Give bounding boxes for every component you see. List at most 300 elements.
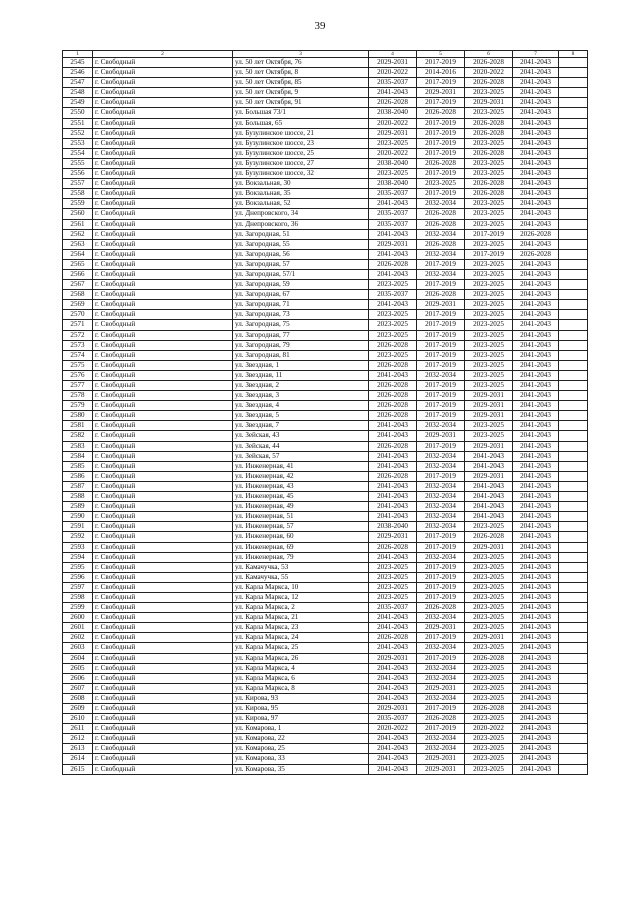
note-cell: [559, 401, 588, 411]
period-2-cell: 2017-2019: [417, 148, 465, 158]
period-3-cell: 2023-2025: [465, 209, 513, 219]
period-1-cell: 2041-2043: [369, 663, 417, 673]
period-2-cell: 2032-2034: [417, 370, 465, 380]
address-cell: ул. Камачучка, 55: [233, 572, 369, 582]
period-2-cell: 2017-2019: [417, 58, 465, 68]
period-3-cell: 2023-2025: [465, 421, 513, 431]
row-number-cell: 2578: [63, 391, 93, 401]
address-cell: ул. Загородная, 55: [233, 239, 369, 249]
address-cell: ул. Зейская, 44: [233, 441, 369, 451]
address-cell: ул. Карла Маркса, 23: [233, 623, 369, 633]
locality-cell: г. Свободный: [93, 239, 233, 249]
note-cell: [559, 68, 588, 78]
address-cell: ул. Кирова, 97: [233, 714, 369, 724]
table-row: [63, 633, 588, 643]
locality-cell: г. Свободный: [93, 734, 233, 744]
period-2-cell: 2017-2019: [417, 562, 465, 572]
note-cell: [559, 542, 588, 552]
period-2-cell: 2026-2028: [417, 239, 465, 249]
address-cell: ул. Загородная, 57/1: [233, 269, 369, 279]
address-cell: ул. Вокзальная, 52: [233, 199, 369, 209]
period-2-cell: 2014-2016: [417, 68, 465, 78]
note-cell: [559, 532, 588, 542]
period-1-cell: 2035-2037: [369, 603, 417, 613]
column-number: 6: [465, 51, 513, 58]
note-cell: [559, 562, 588, 572]
period-4-cell: 2041-2043: [513, 764, 559, 774]
table-row: [63, 138, 588, 148]
period-3-cell: 2023-2025: [465, 310, 513, 320]
locality-cell: г. Свободный: [93, 249, 233, 259]
locality-cell: г. Свободный: [93, 118, 233, 128]
period-2-cell: 2017-2019: [417, 401, 465, 411]
period-3-cell: 2029-2031: [465, 542, 513, 552]
address-cell: ул. Вокзальная, 30: [233, 179, 369, 189]
row-number-cell: 2605: [63, 663, 93, 673]
period-3-cell: 2029-2031: [465, 98, 513, 108]
table-row: [63, 492, 588, 502]
locality-cell: г. Свободный: [93, 532, 233, 542]
period-1-cell: 2041-2043: [369, 643, 417, 653]
period-3-cell: 2023-2025: [465, 623, 513, 633]
table-row: [63, 330, 588, 340]
period-1-cell: 2026-2028: [369, 471, 417, 481]
note-cell: [559, 169, 588, 179]
table-row: [63, 280, 588, 290]
locality-cell: г. Свободный: [93, 693, 233, 703]
period-2-cell: 2017-2019: [417, 98, 465, 108]
period-2-cell: 2032-2034: [417, 199, 465, 209]
row-number-cell: 2547: [63, 78, 93, 88]
note-cell: [559, 481, 588, 491]
period-2-cell: 2017-2019: [417, 350, 465, 360]
row-number-cell: 2613: [63, 744, 93, 754]
period-4-cell: 2041-2043: [513, 381, 559, 391]
table-row: [63, 320, 588, 330]
note-cell: [559, 704, 588, 714]
period-3-cell: 2023-2025: [465, 663, 513, 673]
period-3-cell: 2026-2028: [465, 704, 513, 714]
table-row: [63, 158, 588, 168]
locality-cell: г. Свободный: [93, 340, 233, 350]
period-2-cell: 2017-2019: [417, 138, 465, 148]
period-1-cell: 2023-2025: [369, 562, 417, 572]
address-cell: ул. Звездная, 5: [233, 411, 369, 421]
period-3-cell: 2023-2025: [465, 552, 513, 562]
row-number-cell: 2603: [63, 643, 93, 653]
table-row: [63, 340, 588, 350]
address-cell: ул. Карла Маркса, 26: [233, 653, 369, 663]
row-number-cell: 2612: [63, 734, 93, 744]
period-2-cell: 2026-2028: [417, 209, 465, 219]
period-2-cell: 2017-2019: [417, 189, 465, 199]
column-number: 7: [513, 51, 559, 58]
table-row: [63, 582, 588, 592]
note-cell: [559, 502, 588, 512]
locality-cell: г. Свободный: [93, 522, 233, 532]
locality-cell: г. Свободный: [93, 68, 233, 78]
locality-cell: г. Свободный: [93, 169, 233, 179]
address-cell: ул. Карла Маркса, 25: [233, 643, 369, 653]
address-cell: ул. Загородная, 56: [233, 249, 369, 259]
period-4-cell: 2041-2043: [513, 431, 559, 441]
note-cell: [559, 189, 588, 199]
period-2-cell: 2017-2019: [417, 411, 465, 421]
address-cell: ул. Карла Маркса, 8: [233, 683, 369, 693]
period-1-cell: 2023-2025: [369, 330, 417, 340]
period-4-cell: 2041-2043: [513, 391, 559, 401]
address-cell: ул. Загородная, 57: [233, 259, 369, 269]
period-3-cell: 2023-2025: [465, 169, 513, 179]
period-3-cell: 2023-2025: [465, 340, 513, 350]
row-number-cell: 2597: [63, 582, 93, 592]
address-cell: ул. Зейская, 43: [233, 431, 369, 441]
period-1-cell: 2041-2043: [369, 683, 417, 693]
period-2-cell: 2029-2031: [417, 300, 465, 310]
period-2-cell: 2032-2034: [417, 734, 465, 744]
period-2-cell: 2026-2028: [417, 219, 465, 229]
period-3-cell: 2023-2025: [465, 280, 513, 290]
period-3-cell: 2023-2025: [465, 754, 513, 764]
locality-cell: г. Свободный: [93, 401, 233, 411]
period-2-cell: 2032-2034: [417, 552, 465, 562]
table-row: [63, 734, 588, 744]
period-1-cell: 2026-2028: [369, 391, 417, 401]
period-4-cell: 2041-2043: [513, 108, 559, 118]
note-cell: [559, 683, 588, 693]
locality-cell: г. Свободный: [93, 138, 233, 148]
row-number-cell: 2584: [63, 451, 93, 461]
period-1-cell: 2041-2043: [369, 421, 417, 431]
locality-cell: г. Свободный: [93, 764, 233, 774]
note-cell: [559, 259, 588, 269]
table-row: [63, 259, 588, 269]
table-row: [63, 421, 588, 431]
address-cell: ул. Большая 73/1: [233, 108, 369, 118]
locality-cell: г. Свободный: [93, 582, 233, 592]
locality-cell: г. Свободный: [93, 683, 233, 693]
address-cell: ул. Звездная, 7: [233, 421, 369, 431]
address-cell: ул. Загородная, 51: [233, 229, 369, 239]
note-cell: [559, 381, 588, 391]
table-row: [63, 290, 588, 300]
period-1-cell: 2029-2031: [369, 704, 417, 714]
note-cell: [559, 138, 588, 148]
period-1-cell: 2029-2031: [369, 58, 417, 68]
period-4-cell: 2041-2043: [513, 572, 559, 582]
table-row: [63, 401, 588, 411]
period-4-cell: 2041-2043: [513, 471, 559, 481]
period-4-cell: 2041-2043: [513, 754, 559, 764]
note-cell: [559, 118, 588, 128]
period-4-cell: 2041-2043: [513, 542, 559, 552]
table-row: [63, 229, 588, 239]
table-row: [63, 471, 588, 481]
period-2-cell: 2017-2019: [417, 704, 465, 714]
table-row: [63, 603, 588, 613]
row-number-cell: 2572: [63, 330, 93, 340]
period-4-cell: 2041-2043: [513, 98, 559, 108]
period-1-cell: 2035-2037: [369, 290, 417, 300]
table-row: [63, 441, 588, 451]
period-3-cell: 2023-2025: [465, 239, 513, 249]
period-4-cell: 2041-2043: [513, 451, 559, 461]
table-row: [63, 744, 588, 754]
table-row: [63, 663, 588, 673]
period-4-cell: 2041-2043: [513, 350, 559, 360]
locality-cell: г. Свободный: [93, 572, 233, 582]
period-4-cell: 2041-2043: [513, 88, 559, 98]
table-row: [63, 360, 588, 370]
period-2-cell: 2017-2019: [417, 259, 465, 269]
period-1-cell: 2035-2037: [369, 209, 417, 219]
locality-cell: г. Свободный: [93, 471, 233, 481]
period-4-cell: 2041-2043: [513, 320, 559, 330]
table-row: [63, 673, 588, 683]
table-row: [63, 350, 588, 360]
period-4-cell: 2041-2043: [513, 502, 559, 512]
period-4-cell: 2041-2043: [513, 330, 559, 340]
row-number-cell: 2568: [63, 290, 93, 300]
locality-cell: г. Свободный: [93, 350, 233, 360]
row-number-cell: 2575: [63, 360, 93, 370]
locality-cell: г. Свободный: [93, 219, 233, 229]
period-3-cell: 2023-2025: [465, 643, 513, 653]
period-1-cell: 2023-2025: [369, 350, 417, 360]
note-cell: [559, 199, 588, 209]
period-3-cell: 2023-2025: [465, 582, 513, 592]
period-2-cell: 2017-2019: [417, 471, 465, 481]
address-cell: ул. Инженерная, 57: [233, 522, 369, 532]
period-2-cell: 2017-2019: [417, 582, 465, 592]
note-cell: [559, 78, 588, 88]
row-number-cell: 2600: [63, 613, 93, 623]
period-4-cell: 2041-2043: [513, 401, 559, 411]
row-number-cell: 2611: [63, 724, 93, 734]
period-1-cell: 2026-2028: [369, 633, 417, 643]
address-cell: ул. Звездная, 1: [233, 360, 369, 370]
period-4-cell: 2041-2043: [513, 673, 559, 683]
period-1-cell: 2041-2043: [369, 552, 417, 562]
period-2-cell: 2029-2031: [417, 683, 465, 693]
table-row: [63, 179, 588, 189]
address-cell: ул. Инженерная, 43: [233, 481, 369, 491]
period-4-cell: 2041-2043: [513, 562, 559, 572]
period-2-cell: 2023-2025: [417, 179, 465, 189]
period-3-cell: 2041-2043: [465, 461, 513, 471]
note-cell: [559, 421, 588, 431]
period-3-cell: 2026-2028: [465, 532, 513, 542]
period-4-cell: 2041-2043: [513, 724, 559, 734]
period-3-cell: 2023-2025: [465, 138, 513, 148]
table-row: [63, 522, 588, 532]
period-3-cell: 2023-2025: [465, 673, 513, 683]
address-cell: ул. Карла Маркса, 12: [233, 592, 369, 602]
period-1-cell: 2041-2043: [369, 461, 417, 471]
period-3-cell: 2023-2025: [465, 431, 513, 441]
address-cell: ул. Днепровского, 34: [233, 209, 369, 219]
note-cell: [559, 623, 588, 633]
note-cell: [559, 673, 588, 683]
period-1-cell: 2041-2043: [369, 754, 417, 764]
table-row: [63, 169, 588, 179]
period-2-cell: 2032-2034: [417, 461, 465, 471]
locality-cell: г. Свободный: [93, 381, 233, 391]
locality-cell: г. Свободный: [93, 623, 233, 633]
period-3-cell: 2026-2028: [465, 148, 513, 158]
period-1-cell: 2023-2025: [369, 592, 417, 602]
address-cell: ул. Кирова, 93: [233, 693, 369, 703]
row-number-cell: 2561: [63, 219, 93, 229]
period-4-cell: 2026-2028: [513, 229, 559, 239]
locality-cell: г. Свободный: [93, 330, 233, 340]
note-cell: [559, 572, 588, 582]
period-4-cell: 2041-2043: [513, 58, 559, 68]
column-number: 4: [369, 51, 417, 58]
period-2-cell: 2017-2019: [417, 653, 465, 663]
address-cell: ул. Кирова, 95: [233, 704, 369, 714]
period-3-cell: 2026-2028: [465, 189, 513, 199]
note-cell: [559, 209, 588, 219]
row-number-cell: 2546: [63, 68, 93, 78]
address-cell: ул. Днепровского, 36: [233, 219, 369, 229]
row-number-cell: 2614: [63, 754, 93, 764]
period-1-cell: 2026-2028: [369, 401, 417, 411]
table-row: [63, 502, 588, 512]
period-4-cell: 2041-2043: [513, 461, 559, 471]
table-row: [63, 562, 588, 572]
period-1-cell: 2041-2043: [369, 492, 417, 502]
address-cell: ул. Загородная, 81: [233, 350, 369, 360]
note-cell: [559, 764, 588, 774]
period-3-cell: 2023-2025: [465, 269, 513, 279]
period-2-cell: 2029-2031: [417, 431, 465, 441]
period-1-cell: 2026-2028: [369, 98, 417, 108]
period-1-cell: 2020-2022: [369, 118, 417, 128]
row-number-cell: 2551: [63, 118, 93, 128]
period-1-cell: 2026-2028: [369, 381, 417, 391]
row-number-cell: 2569: [63, 300, 93, 310]
period-3-cell: 2026-2028: [465, 128, 513, 138]
table-row: [63, 249, 588, 259]
period-3-cell: 2023-2025: [465, 108, 513, 118]
locality-cell: г. Свободный: [93, 98, 233, 108]
note-cell: [559, 471, 588, 481]
table-row: [63, 370, 588, 380]
locality-cell: г. Свободный: [93, 461, 233, 471]
period-3-cell: 2023-2025: [465, 562, 513, 572]
period-3-cell: 2023-2025: [465, 88, 513, 98]
table-row: [63, 310, 588, 320]
address-cell: ул. Большая, 65: [233, 118, 369, 128]
period-3-cell: 2023-2025: [465, 592, 513, 602]
row-number-cell: 2566: [63, 269, 93, 279]
locality-cell: г. Свободный: [93, 360, 233, 370]
period-4-cell: 2041-2043: [513, 683, 559, 693]
note-cell: [559, 360, 588, 370]
period-3-cell: 2023-2025: [465, 290, 513, 300]
period-3-cell: 2023-2025: [465, 219, 513, 229]
period-1-cell: 2026-2028: [369, 360, 417, 370]
locality-cell: г. Свободный: [93, 259, 233, 269]
table-row: [63, 623, 588, 633]
address-cell: ул. 50 лет Октября, 76: [233, 58, 369, 68]
table-row: [63, 552, 588, 562]
address-cell: ул. Бузулинское шоссе, 27: [233, 158, 369, 168]
address-cell: ул. Инженерная, 69: [233, 542, 369, 552]
period-4-cell: 2041-2043: [513, 603, 559, 613]
table-row: [63, 118, 588, 128]
table-row: [63, 209, 588, 219]
locality-cell: г. Свободный: [93, 633, 233, 643]
locality-cell: г. Свободный: [93, 441, 233, 451]
period-2-cell: 2029-2031: [417, 623, 465, 633]
note-cell: [559, 492, 588, 502]
period-4-cell: 2041-2043: [513, 118, 559, 128]
note-cell: [559, 744, 588, 754]
note-cell: [559, 108, 588, 118]
address-cell: ул. Вокзальная, 35: [233, 189, 369, 199]
table-row: [63, 613, 588, 623]
row-number-cell: 2585: [63, 461, 93, 471]
address-cell: ул. Инженерная, 45: [233, 492, 369, 502]
locality-cell: г. Свободный: [93, 421, 233, 431]
register-table: [62, 50, 588, 775]
period-3-cell: 2023-2025: [465, 683, 513, 693]
table-row: [63, 643, 588, 653]
table-row: [63, 68, 588, 78]
period-2-cell: 2032-2034: [417, 673, 465, 683]
note-cell: [559, 158, 588, 168]
period-4-cell: 2041-2043: [513, 582, 559, 592]
period-3-cell: 2023-2025: [465, 744, 513, 754]
row-number-cell: 2608: [63, 693, 93, 703]
address-cell: ул. Загородная, 73: [233, 310, 369, 320]
period-2-cell: 2026-2028: [417, 714, 465, 724]
period-1-cell: 2023-2025: [369, 320, 417, 330]
row-number-cell: 2550: [63, 108, 93, 118]
row-number-cell: 2552: [63, 128, 93, 138]
row-number-cell: 2559: [63, 199, 93, 209]
row-number-cell: 2601: [63, 623, 93, 633]
period-2-cell: 2017-2019: [417, 128, 465, 138]
period-4-cell: 2041-2043: [513, 734, 559, 744]
period-2-cell: 2032-2034: [417, 451, 465, 461]
note-cell: [559, 714, 588, 724]
period-3-cell: 2023-2025: [465, 764, 513, 774]
period-3-cell: 2023-2025: [465, 714, 513, 724]
note-cell: [559, 310, 588, 320]
table-row: [63, 451, 588, 461]
locality-cell: г. Свободный: [93, 714, 233, 724]
table-row: [63, 78, 588, 88]
table-row: [63, 512, 588, 522]
row-number-cell: 2589: [63, 502, 93, 512]
note-cell: [559, 441, 588, 451]
period-1-cell: 2041-2043: [369, 269, 417, 279]
period-3-cell: 2017-2019: [465, 229, 513, 239]
row-number-cell: 2607: [63, 683, 93, 693]
address-cell: ул. Бузулинское шоссе, 21: [233, 128, 369, 138]
period-4-cell: 2041-2043: [513, 704, 559, 714]
note-cell: [559, 249, 588, 259]
address-cell: ул. Карла Маркса, 4: [233, 663, 369, 673]
period-1-cell: 2035-2037: [369, 78, 417, 88]
period-2-cell: 2032-2034: [417, 663, 465, 673]
period-2-cell: 2017-2019: [417, 330, 465, 340]
row-number-cell: 2594: [63, 552, 93, 562]
period-3-cell: 2029-2031: [465, 633, 513, 643]
